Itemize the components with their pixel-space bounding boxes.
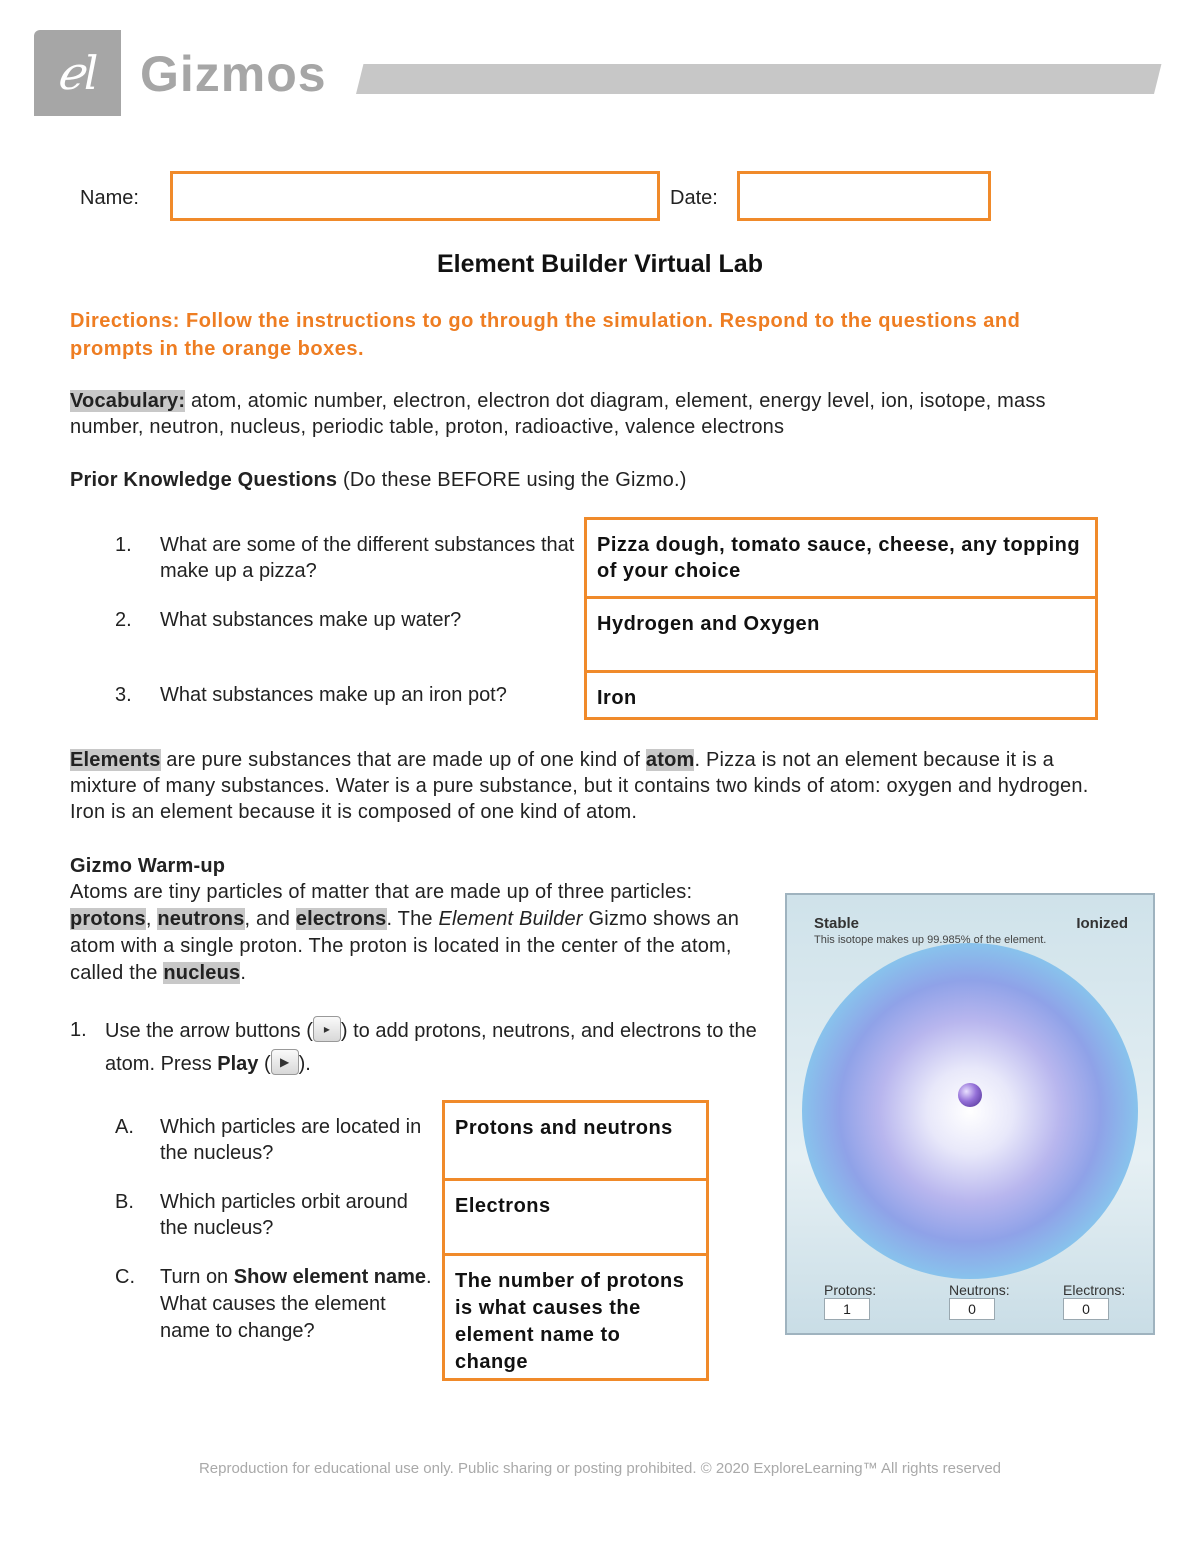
protons-label: Protons: [824, 1282, 877, 1298]
arrow-button-icon: ▸ [313, 1016, 341, 1042]
vocabulary [70, 388, 1120, 440]
subq-a-text: Which particles are located in the nucleus? [160, 1116, 422, 1164]
explorelearning-logo: ℯl [34, 30, 121, 116]
prior-note: (Do these BEFORE using the Gizmo.) [337, 469, 687, 491]
subq-c-text [160, 1264, 435, 1345]
prior-q2-text: What substances make up water? [160, 609, 462, 631]
step1-text-d: ). [298, 1053, 311, 1075]
vocabulary-label: Vocabulary: [70, 390, 186, 412]
step1-text-c: ( [258, 1053, 271, 1075]
gizmos-brand: Gizmos [140, 46, 327, 102]
warmup-text-2: . The [386, 908, 439, 930]
atom-electron-cloud [802, 943, 1138, 1279]
step1-number: 1. [70, 1019, 87, 1041]
step1-text-a: Use the arrow buttons ( [105, 1020, 313, 1042]
isotope-note: This isotope makes up 99.985% of the element. [814, 934, 1047, 946]
name-field[interactable] [170, 171, 660, 221]
warmup-text-4: . [240, 962, 247, 984]
warmup-paragraph [70, 879, 760, 987]
subq-c-post: . What causes the element name to change? [160, 1266, 432, 1342]
term-elements: Elements [70, 749, 161, 771]
page-title: Element Builder Virtual Lab [436, 250, 763, 278]
neutrons-label: Neutrons: [949, 1282, 1010, 1298]
prior-q3-number: 3. [115, 684, 132, 706]
show-element-name-term: Show element name [233, 1266, 427, 1288]
play-label: Play [217, 1053, 259, 1075]
prior-answer-1[interactable]: Pizza dough, tomato sauce, cheese, any topping of your choice [597, 534, 1081, 582]
vocabulary-text: atom, atomic number, electron, electron dot diagram, element, energy level, ion, isotope, mass number, neutron, nucleus, periodic table, proton, radioactive, valence electrons [70, 390, 1046, 438]
warmup-answer-c[interactable]: The number of protons is what causes the element name to change [455, 1270, 685, 1373]
prior-answer-3[interactable]: Iron [597, 687, 637, 709]
electrons-count[interactable]: 0 [1063, 1298, 1109, 1320]
footer: Reproduction for educational use only. Public sharing or posting prohibited. © 2020 ExploreLearning™ All rights reserved [198, 1460, 1002, 1477]
protons-count[interactable]: 1 [824, 1298, 870, 1320]
warmup-and: , and [244, 908, 296, 930]
prior-knowledge-heading [70, 467, 687, 493]
subq-a-letter: A. [115, 1116, 134, 1138]
warmup-comma: , [145, 908, 158, 930]
term-electrons: electrons [295, 908, 387, 930]
date-label: Date: [670, 187, 718, 209]
directions: Directions: Follow the instructions to go through the simulation. Respond to the questions and prompts in the orange boxes. [70, 310, 1021, 360]
gizmo-name: Element Builder [438, 908, 583, 930]
warmup-heading: Gizmo Warm-up [70, 855, 226, 877]
prior-q2-number: 2. [115, 609, 132, 631]
warmup-answer-a[interactable]: Protons and neutrons [455, 1117, 673, 1139]
step1-text [105, 1015, 765, 1081]
elements-text: are pure substances that are made up of one kind of [160, 749, 646, 771]
term-atom: atom [645, 749, 695, 771]
term-protons: protons [70, 908, 146, 930]
electrons-label: Electrons: [1063, 1282, 1126, 1298]
term-nucleus: nucleus [163, 962, 241, 984]
subq-b-letter: B. [115, 1191, 134, 1213]
neutrons-count[interactable]: 0 [949, 1298, 995, 1320]
name-label: Name: [80, 187, 139, 209]
prior-heading: Prior Knowledge Questions [70, 469, 338, 491]
subq-c-pre: Turn on [160, 1266, 234, 1288]
warmup-answer-table [442, 1100, 709, 1381]
subq-c-letter: C. [115, 1266, 135, 1288]
step1-text-b: ) to add protons, neutrons, and electrons to the atom. Press [105, 1020, 757, 1075]
term-neutrons: neutrons [157, 908, 245, 930]
warmup-text-3: Gizmo shows an atom with a single proton. The proton is located in the center of the atom, called the [70, 908, 740, 984]
nucleus-proton [958, 1083, 982, 1107]
warmup-text: Atoms are tiny particles of matter that are made up of three particles: [70, 881, 693, 903]
prior-q1-number: 1. [115, 534, 132, 556]
prior-answer-2[interactable]: Hydrogen and Oxygen [597, 613, 820, 635]
warmup-answer-b[interactable]: Electrons [455, 1195, 551, 1217]
ionized-label: Ionized [1076, 915, 1128, 932]
elements-paragraph [70, 747, 1120, 825]
stable-label: Stable [814, 915, 860, 932]
prior-answer-table [584, 517, 1098, 720]
subq-b-text: Which particles orbit around the nucleus? [160, 1191, 408, 1239]
prior-q1-text: What are some of the different substances that make up a pizza? [160, 534, 575, 582]
prior-q3-text: What substances make up an iron pot? [160, 684, 507, 706]
element-builder-simulation [785, 893, 1155, 1335]
date-field[interactable] [737, 171, 991, 221]
play-button-icon: ▶ [271, 1049, 299, 1075]
elements-text-2: . Pizza is not an element because it is a mixture of many substances. Water is a pure substance, but it contains two kinds of atom: oxygen and hydrogen. Iron is an element because it is composed of one kind of atom. [70, 749, 1089, 823]
header-bar [356, 64, 1161, 94]
